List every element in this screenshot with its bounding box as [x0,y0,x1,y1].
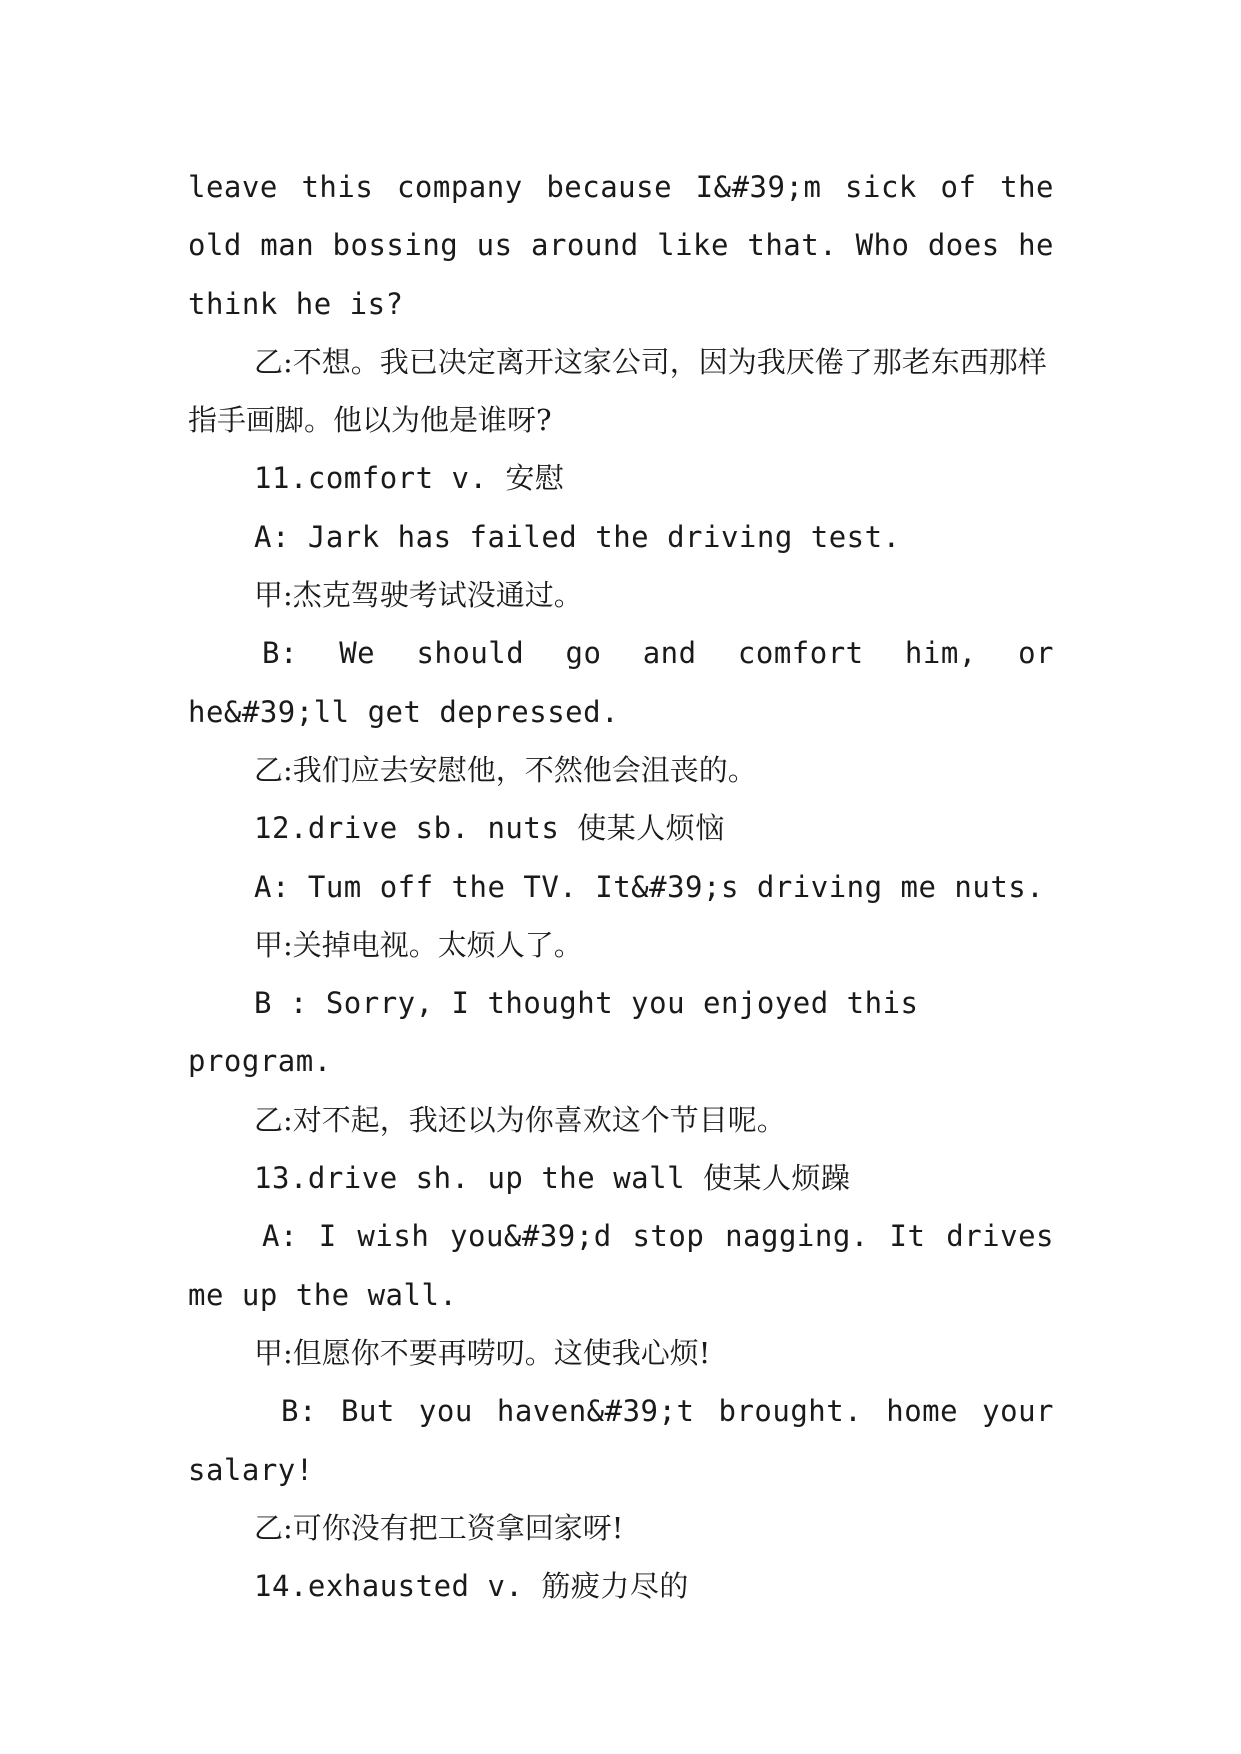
vocab-heading-11: 11.comfort v. 安慰 [254,461,565,496]
dialogue-line-a: A: Tum off the TV. It&#39;s driving me nuts. [254,869,1045,904]
dialogue-translation-a: 甲:杰克驾驶考试没通过。 [254,578,583,613]
dialogue-translation-a: 甲:关掉电视。太烦人了。 [254,927,583,962]
dialogue-line-b: B: We should go and comfort him, or he&#39;ll get depressed. [188,636,1054,729]
vocab-heading-14: 14.exhausted v. 筋疲力尽的 [254,1569,689,1604]
vocab-heading-12: 12.drive sb. nuts 使某人烦恼 [254,811,725,846]
vocab-heading-13: 13.drive sh. up the wall 使某人烦躁 [254,1161,851,1196]
dialogue-line-b: B: But you haven&#39;t brought. home your salary! [188,1394,1054,1487]
dialogue-translation-a: 甲:但愿你不要再唠叨。这使我心烦! [254,1335,711,1370]
paragraph-translation: 乙:不想。我已决定离开这家公司，因为我厌倦了那老东西那样指手画脚。他以为他是谁呀? [188,344,1047,438]
dialogue-line-a: A: I wish you&#39;d stop nagging. It drives me up the wall. [188,1219,1054,1312]
dialogue-translation-b: 乙:可你没有把工资拿回家呀! [254,1510,624,1545]
dialogue-line-a: A: Jark has failed the driving test. [254,519,901,554]
dialogue-translation-b: 乙:我们应去安慰他，不然他会沮丧的。 [254,752,757,787]
dialogue-translation-b: 乙:对不起，我还以为你喜欢这个节目呢。 [254,1102,786,1137]
paragraph-dialogue-continuation: leave this company because I&#39;m sick of the old man bossing us around like that. Who does he think he is? [188,170,1054,321]
document-body [188,158,1054,1615]
dialogue-line-b: B : Sorry, I thought you enjoyed this program. [188,986,919,1079]
